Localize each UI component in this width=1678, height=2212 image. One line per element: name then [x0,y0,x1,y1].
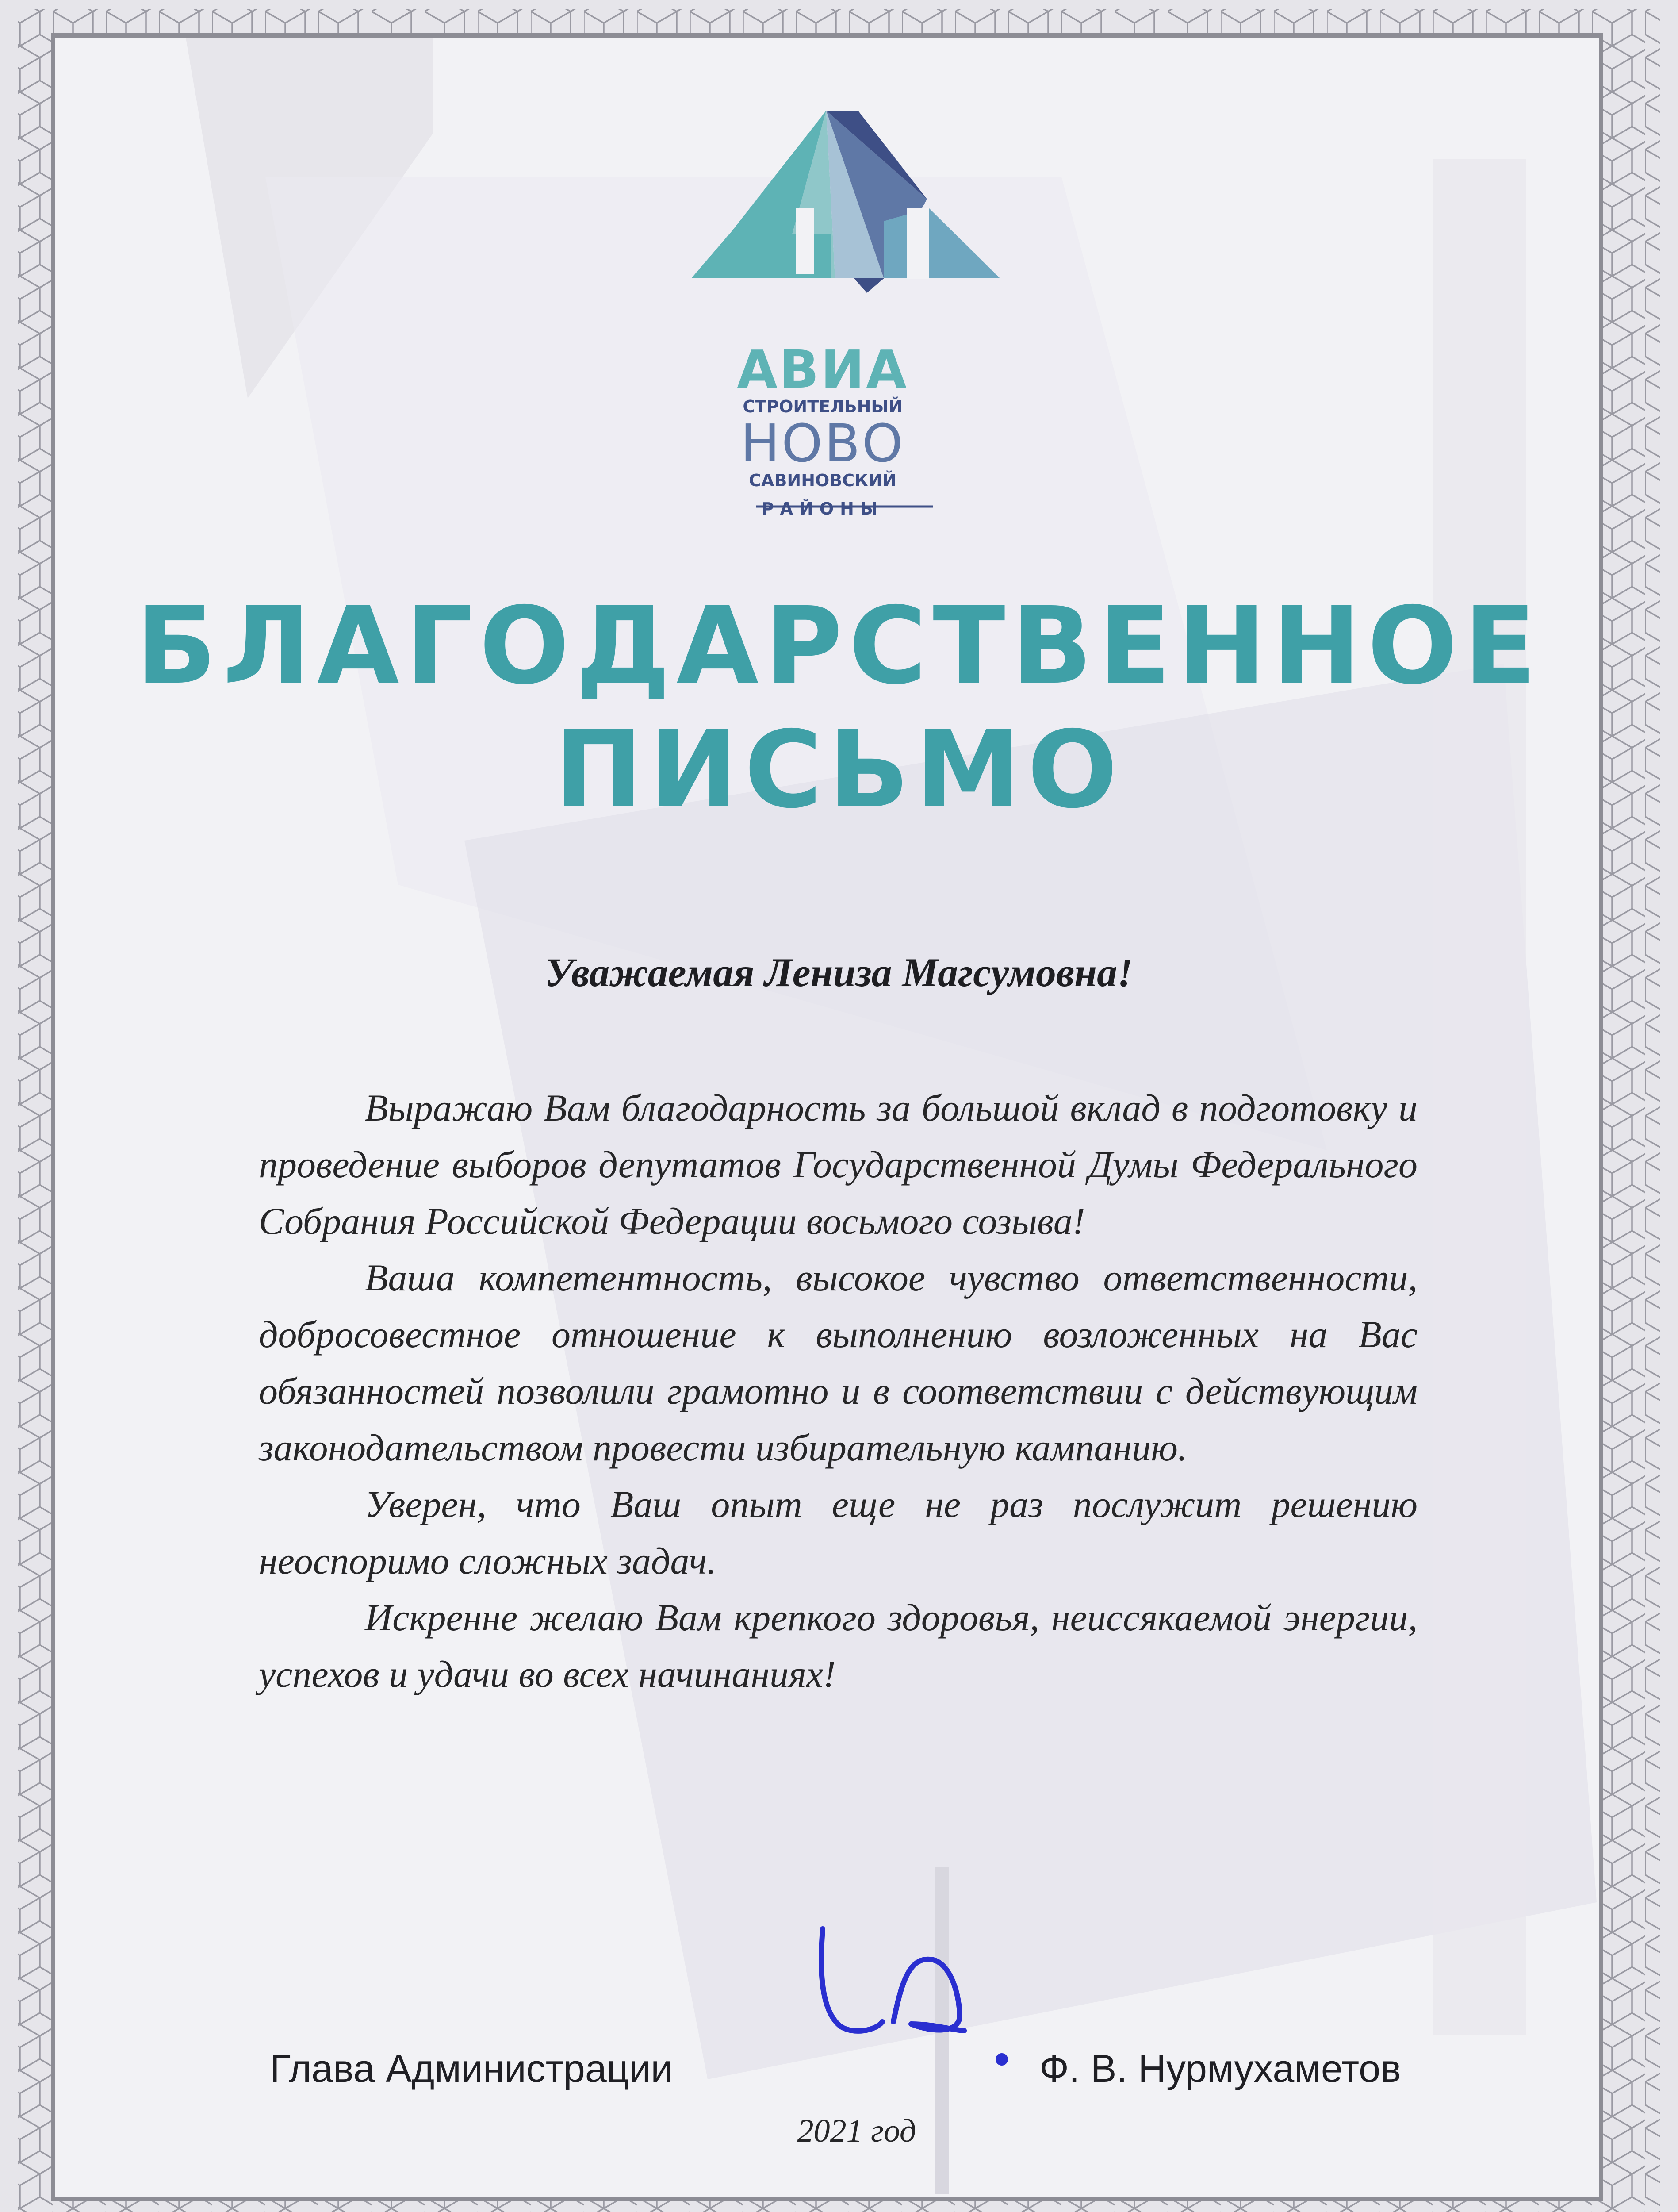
logo-line-avia: АВИА [737,339,908,400]
document-year: 2021 год [797,2113,916,2149]
paragraph-gratitude: Выражаю Вам благодарность за большой вклад в подготовку и проведение выборов депутатов Государственной Думы Федерального Собрания Российской Федерации восьмого созыва! [259,1087,1417,1242]
logo-line-raiony: РАЙОНЫ [761,499,884,518]
page-title-line1: БЛАГОДАРСТВЕННОЕ [135,584,1543,708]
logo-line-stroitelny: СТРОИТЕЛЬНЫЙ [743,397,903,416]
page-title-line2: ПИСЬМО [554,708,1124,832]
paragraph-wishes: Искренне желаю Вам крепкого здоровья, неиссякаемой энергии, успехов и удачи во всех начинаниях! [259,1596,1417,1695]
signature-name: Ф. В. Нурмухаметов [1039,2047,1401,2090]
logo-line-novo: НОВО [740,413,905,474]
salutation: Уважаемая Лениза Магсумовна! [545,950,1133,995]
paragraph-experience: Уверен, что Ваш опыт еще не раз послужит решению неоспоримо сложных задач. [259,1483,1417,1582]
signature-position: Глава Администрации [270,2047,673,2090]
letter-body [259,1079,1417,1702]
logo-line-savinovsky: САВИНОВСКИЙ [749,471,896,490]
paragraph-competence: Ваша компетентность, высокое чувство ответственности, добросовестное отношение к выполнению возложенных на Вас обязанностей позволили грамотно и в соответствии с действующим законодательством провести избирательную кампанию. [259,1256,1417,1469]
